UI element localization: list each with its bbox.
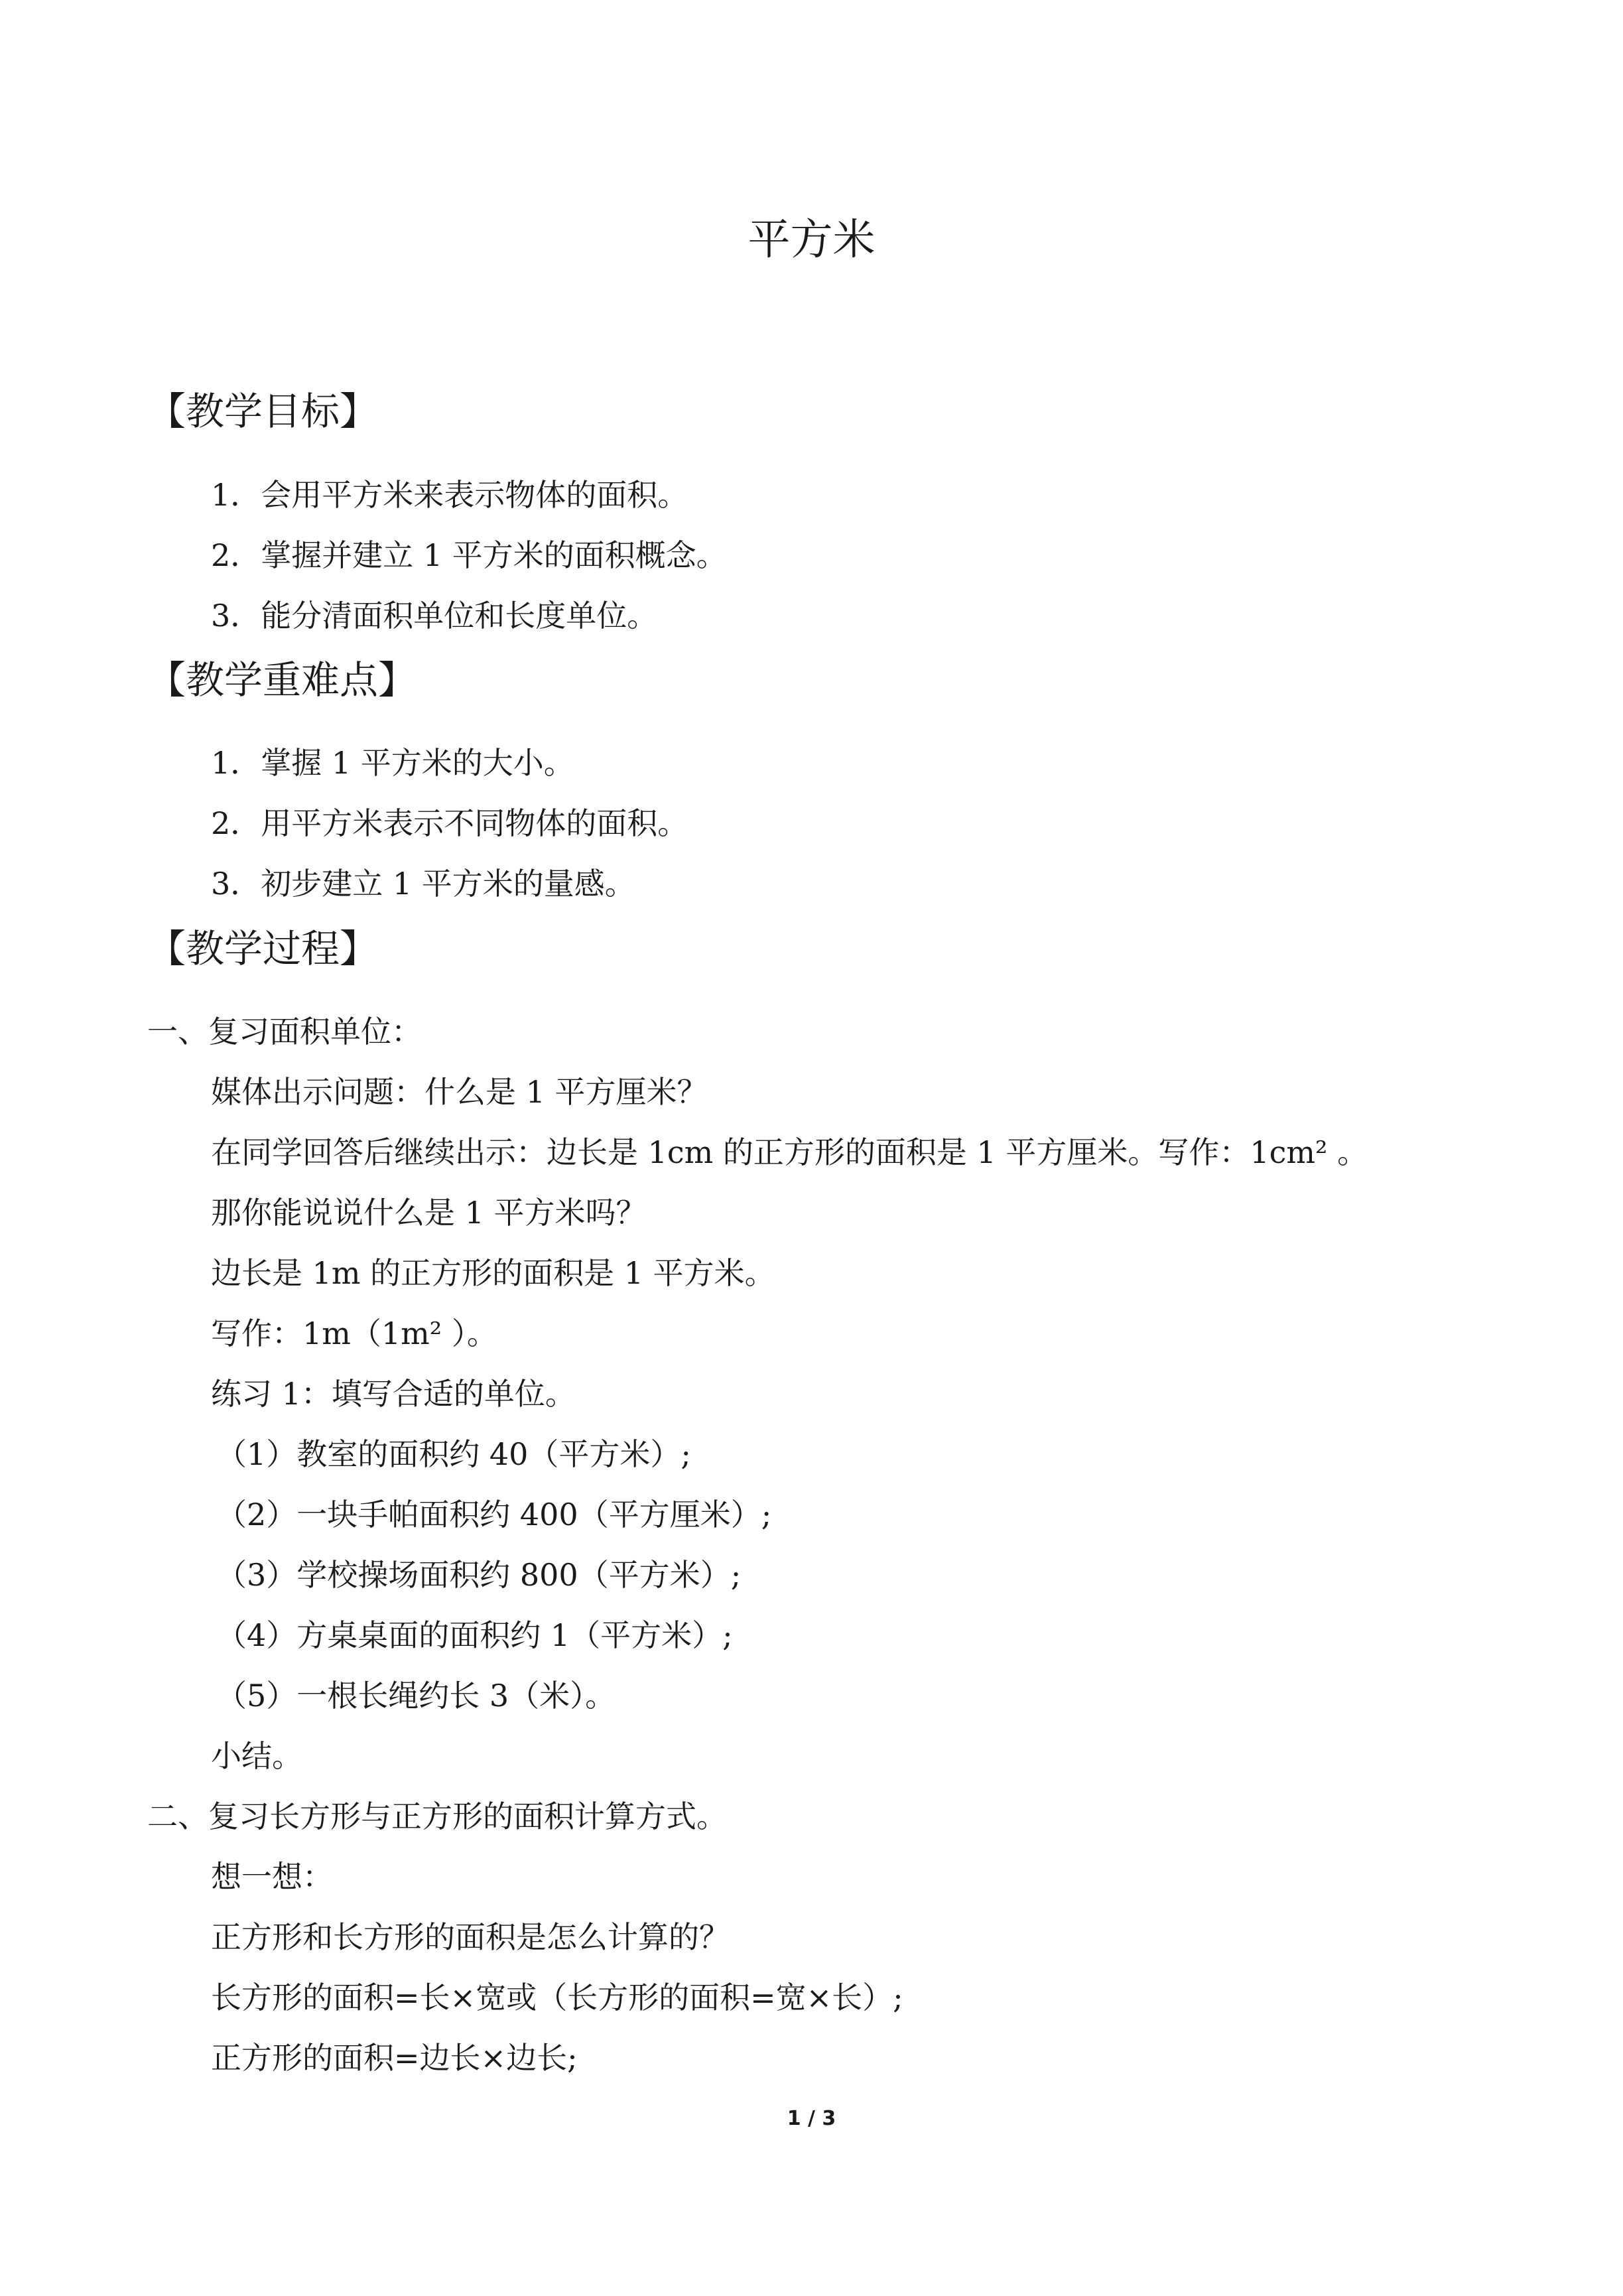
- key-point-item: 3．初步建立 1 平方米的量感。: [211, 866, 635, 902]
- process-part1-title: 一、复习面积单位：: [147, 1014, 422, 1049]
- page-title: 平方米: [747, 216, 876, 265]
- key-point-item: 1．掌握 1 平方米的大小。: [211, 745, 574, 781]
- process-line: 那你能说说什么是 1 平方米吗？: [211, 1195, 647, 1231]
- process-line: 正方形的面积=边长×边长;: [211, 2040, 578, 2076]
- section-heading-process: 【教学过程】: [147, 926, 379, 971]
- process-line: 在同学回答后继续出示：边长是 1cm 的正方形的面积是 1 平方厘米。写作：1cm² 。: [211, 1134, 1368, 1170]
- key-point-item: 2．用平方米表示不同物体的面积。: [211, 805, 688, 841]
- objective-item: 2．掌握并建立 1 平方米的面积概念。: [211, 537, 727, 573]
- exercise-item: （5）一根长绳约长 3（米）。: [216, 1678, 616, 1714]
- exercise-item: （3）学校操场面积约 800（平方米）;: [216, 1557, 742, 1593]
- process-summary: 小结。: [211, 1738, 302, 1774]
- process-line: 写作：1m（1m² ）。: [211, 1316, 497, 1351]
- process-line: 媒体出示问题：什么是 1 平方厘米？: [211, 1074, 708, 1110]
- exercise-item: （1）教室的面积约 40（平方米）;: [216, 1436, 691, 1472]
- objective-item: 1．会用平方米来表示物体的面积。: [211, 477, 688, 513]
- section-heading-key-points: 【教学重难点】: [147, 657, 417, 703]
- process-line: 边长是 1m 的正方形的面积是 1 平方米。: [211, 1255, 775, 1291]
- section-heading-objectives: 【教学目标】: [147, 389, 379, 434]
- process-line: 想一想：: [211, 1859, 333, 1895]
- process-part2-title: 二、复习长方形与正方形的面积计算方式。: [147, 1798, 727, 1834]
- exercise-item: （4）方桌桌面的面积约 1（平方米）;: [216, 1617, 733, 1653]
- process-line: 练习 1：填写合适的单位。: [211, 1376, 576, 1412]
- process-line: 正方形和长方形的面积是怎么计算的？: [211, 1919, 730, 1955]
- objective-item: 3．能分清面积单位和长度单位。: [211, 598, 658, 634]
- process-line: 长方形的面积=长×宽或（长方形的面积=宽×长）;: [211, 1980, 903, 2015]
- exercise-item: （2）一块手帕面积约 400（平方厘米）;: [216, 1497, 772, 1532]
- page-number: 1 / 3: [787, 2107, 836, 2130]
